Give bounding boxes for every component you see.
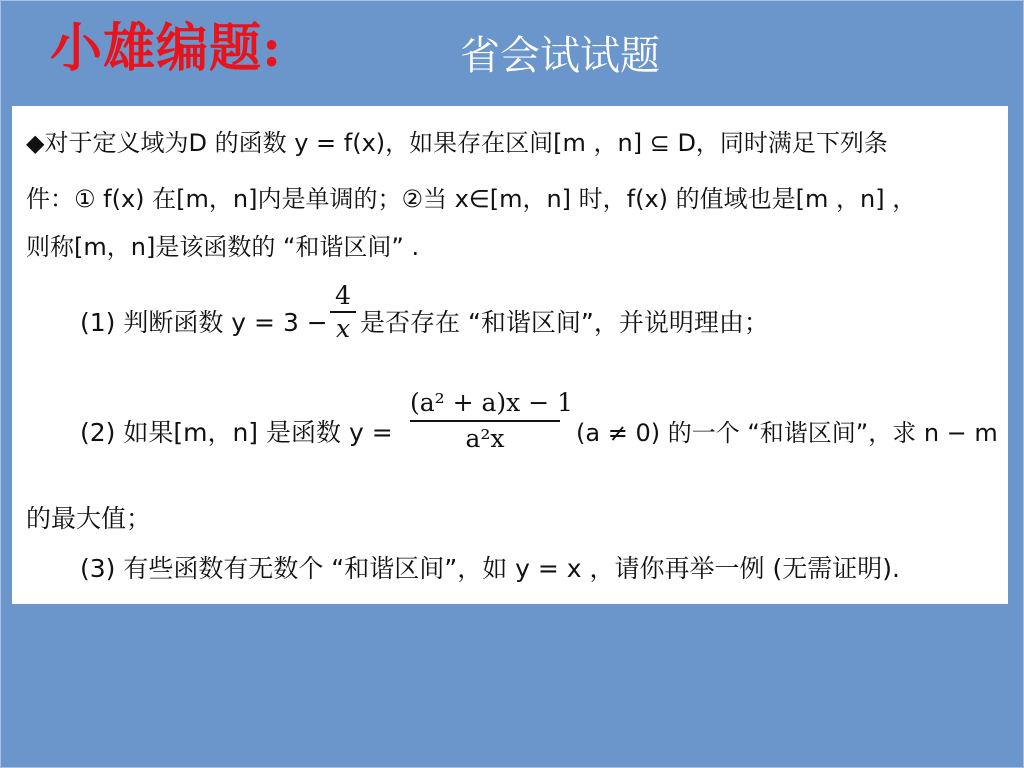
problem-intro-line-3: 则称[m，n]是该函数的 “和谐区间” . [26,233,420,261]
slide-title: 小雄编题: [50,18,283,79]
part-1-suffix: 是否存在 “和谐区间”，并说明理由； [360,308,769,337]
part-2-fraction-denominator: a²x [465,424,505,453]
part-2-suffix: (a ≠ 0) 的一个 “和谐区间”，求 n − m [576,419,998,447]
part-2-line-2: 的最大值； [26,504,152,533]
problem-intro-line-2: 件：① f(x) 在[m，n]内是单调的；②当 x∈[m，n] 时，f(x) 的值域也是[m ，n] ， [26,185,917,213]
problem-box [12,106,1008,604]
slide-subtitle: 省会试试题 [460,33,660,79]
part-3: (3) 有些函数有无数个 “和谐区间”，如 y = x ，请你再举一例 (无需证明). [80,554,900,583]
part-2-fraction [410,386,574,456]
part-1-prefix: (1) 判断函数 y = 3 − [80,308,328,337]
problem-intro-line-1: ◆对于定义域为D 的函数 y = f(x)，如果存在区间[m ，n] ⊆ D，同时满足下列条 [26,129,888,157]
part-2-prefix: (2) 如果[m，n] 是函数 y = [80,418,393,447]
part-1-fraction-denominator: x [335,314,351,343]
part-2-fraction-numerator: (a² + a)x − 1 [410,388,574,417]
part-1-fraction [330,280,356,344]
part-1-fraction-numerator: 4 [335,281,351,310]
